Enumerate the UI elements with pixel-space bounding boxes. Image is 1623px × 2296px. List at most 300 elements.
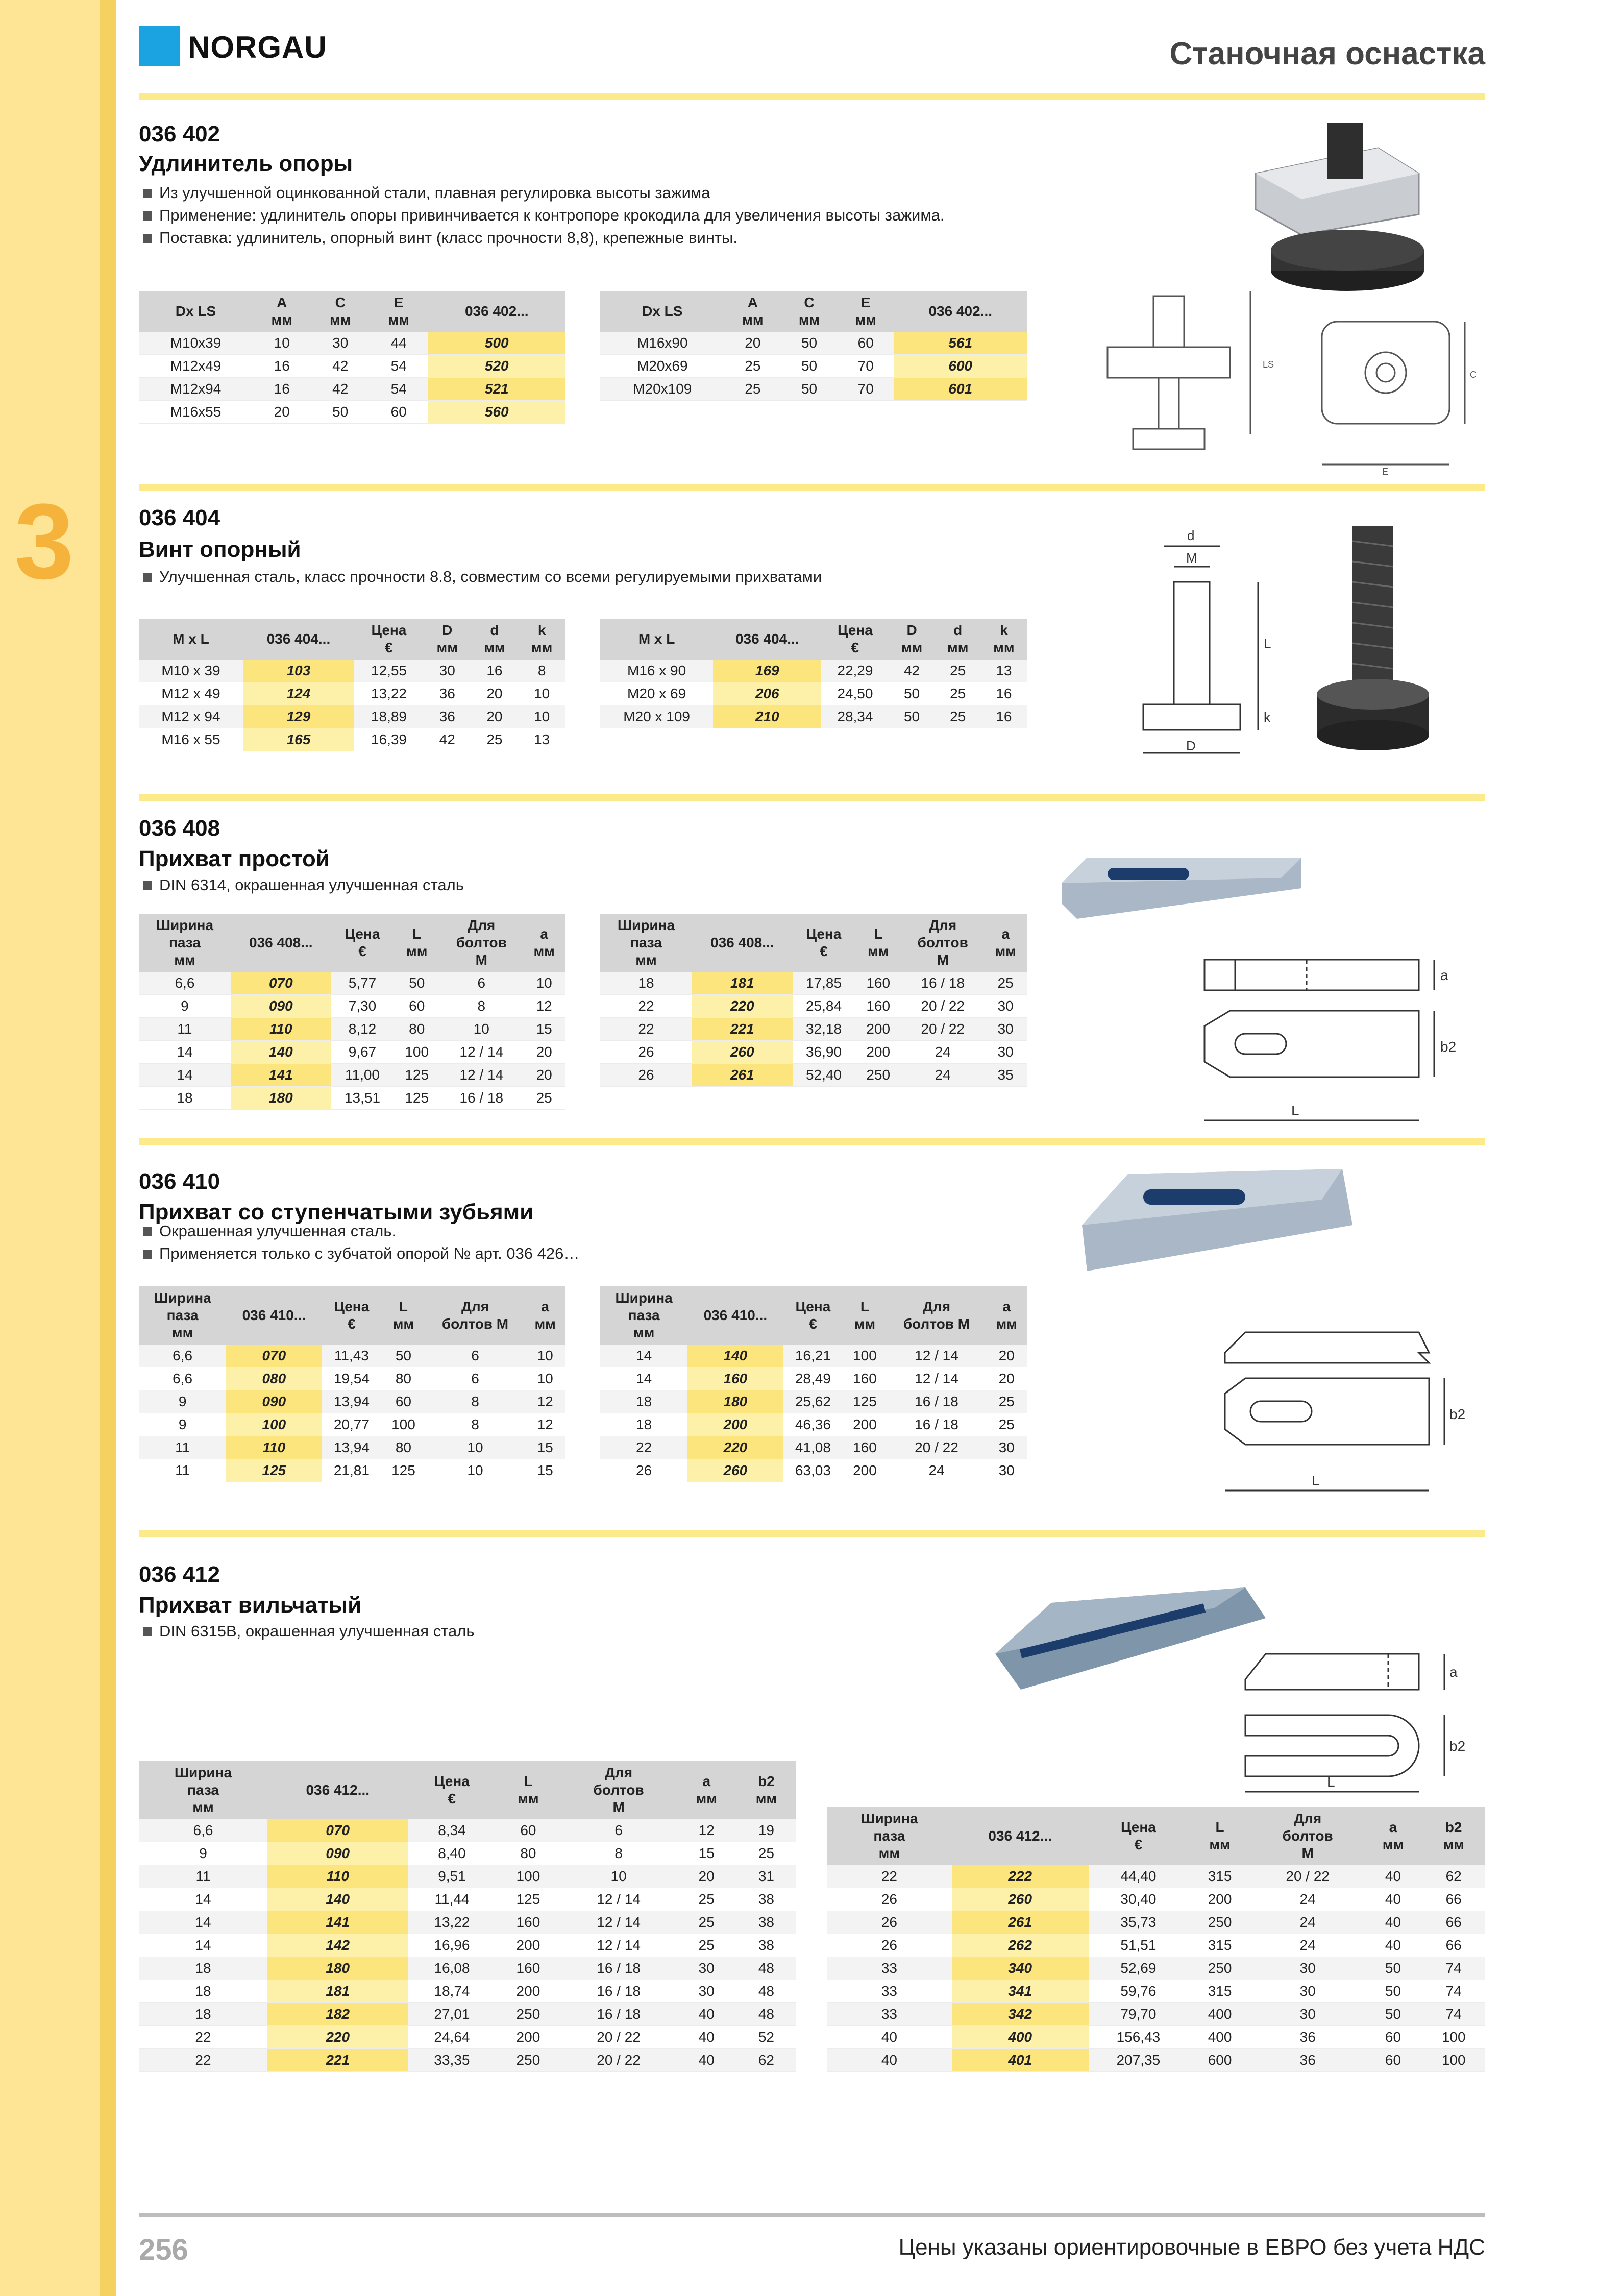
- article-number-cell: 090: [267, 1842, 408, 1865]
- table-cell: 30: [984, 995, 1027, 1018]
- dimension-label-D: D: [1186, 738, 1196, 753]
- table-cell: M12 x 94: [139, 705, 243, 728]
- table-cell: 100: [1422, 2026, 1485, 2049]
- table-row: [139, 2026, 796, 2049]
- bullet-item: Окрашенная улучшенная сталь.: [143, 1220, 579, 1242]
- column-header: 036 404...: [713, 619, 821, 660]
- table-cell: 25: [677, 1911, 736, 1934]
- table-cell: 25: [984, 972, 1027, 995]
- table-cell: 36,90: [793, 1041, 855, 1064]
- table-cell: 20 / 22: [561, 2049, 677, 2072]
- table-cell: 25: [677, 1934, 736, 1957]
- table-cell: 44: [370, 332, 428, 355]
- table-cell: 22: [600, 995, 692, 1018]
- table-cell: 59,76: [1089, 1980, 1189, 2003]
- table-cell: 200: [496, 1934, 560, 1957]
- simple-clamp-drawing: [1194, 949, 1465, 1143]
- table-cell: 13,94: [322, 1390, 382, 1413]
- table-cell: 40: [1364, 1934, 1422, 1957]
- table-cell: 11,43: [322, 1345, 382, 1367]
- table-cell: 16 / 18: [887, 1413, 987, 1436]
- table-row: [139, 1087, 565, 1110]
- table-cell: 52,40: [793, 1064, 855, 1087]
- table-cell: 6,6: [139, 972, 231, 995]
- table-cell: 160: [843, 1367, 887, 1390]
- table-row: [827, 1888, 1485, 1911]
- section-rule: [139, 1138, 1485, 1145]
- table-cell: 36: [1251, 2049, 1364, 2072]
- table-cell: 18,89: [354, 705, 424, 728]
- section-code: 036 412: [139, 1562, 220, 1587]
- table-cell: M12 x 49: [139, 682, 243, 705]
- column-header: 036 404...: [243, 619, 354, 660]
- dimension-label-b2: b2: [1449, 1738, 1466, 1754]
- article-number-cell: 142: [267, 1934, 408, 1957]
- table-cell: 27,01: [408, 2003, 496, 2026]
- table-cell: 100: [843, 1345, 887, 1367]
- table-cell: 11,44: [408, 1888, 496, 1911]
- table-cell: 14: [600, 1345, 687, 1367]
- table-cell: M10 x 39: [139, 660, 243, 682]
- table-row: [139, 1459, 565, 1482]
- table-cell: 600: [1188, 2049, 1251, 2072]
- article-number-cell: 210: [713, 705, 821, 728]
- table-cell: 20: [986, 1367, 1027, 1390]
- table-cell: 40: [1364, 1865, 1422, 1888]
- article-number-cell: 200: [687, 1413, 783, 1436]
- article-number-cell: 103: [243, 660, 354, 682]
- article-number-cell: 220: [267, 2026, 408, 2049]
- table-row: [600, 1064, 1027, 1087]
- table-cell: 79,70: [1089, 2003, 1189, 2026]
- table-cell: 60: [496, 1819, 560, 1842]
- table-cell: 8: [426, 1413, 525, 1436]
- column-header: Для болтов M: [887, 1286, 987, 1345]
- bullet-item: Поставка: удлинитель, опорный винт (класс прочности 8,8), крепежные винты.: [143, 227, 944, 249]
- table-cell: 11: [139, 1865, 267, 1888]
- table-cell: 125: [843, 1390, 887, 1413]
- dimension-label-b2: b2: [1440, 1039, 1457, 1055]
- table-cell: M16 x 55: [139, 728, 243, 751]
- table-cell: 18: [600, 1390, 687, 1413]
- article-number-cell: 220: [687, 1436, 783, 1459]
- column-header: 036 408...: [231, 914, 331, 972]
- table-row: [600, 995, 1027, 1018]
- table-cell: 9: [139, 1413, 226, 1436]
- table-row: [139, 1934, 796, 1957]
- dimension-label-m: M: [1186, 550, 1197, 566]
- table-cell: 42: [311, 355, 370, 378]
- table-cell: 400: [1188, 2003, 1251, 2026]
- table-cell: 50: [1364, 1980, 1422, 2003]
- table-row: [139, 1413, 565, 1436]
- table-cell: 16 / 18: [901, 972, 984, 995]
- column-header: L мм: [855, 914, 901, 972]
- table-row: [600, 332, 1027, 355]
- table-cell: 40: [677, 2003, 736, 2026]
- article-number-cell: 181: [692, 972, 793, 995]
- table-row: [600, 1345, 1027, 1367]
- table-cell: 14: [139, 1888, 267, 1911]
- table-cell: 22,29: [821, 660, 889, 682]
- column-header: a мм: [1364, 1807, 1422, 1865]
- price-table: [600, 291, 1027, 401]
- table-cell: 50: [1364, 1957, 1422, 1980]
- bullet-list: [143, 874, 464, 896]
- table-cell: 60: [381, 1390, 425, 1413]
- table-cell: 25: [677, 1888, 736, 1911]
- table-row: [139, 1064, 565, 1087]
- article-number-cell: 521: [428, 378, 565, 401]
- table-row: [139, 660, 565, 682]
- table-cell: 200: [496, 1980, 560, 2003]
- table-cell: 12: [525, 1413, 565, 1436]
- table-cell: 8,12: [331, 1018, 394, 1041]
- table-cell: 25: [986, 1413, 1027, 1436]
- table-row: [600, 355, 1027, 378]
- table-row: [139, 1980, 796, 2003]
- table-cell: 40: [677, 2026, 736, 2049]
- column-header: E мм: [838, 291, 894, 332]
- table-cell: M12x94: [139, 378, 253, 401]
- table-cell: 160: [496, 1911, 560, 1934]
- table-row: [600, 1413, 1027, 1436]
- table-cell: M16 x 90: [600, 660, 713, 682]
- table-cell: 250: [1188, 1911, 1251, 1934]
- table-cell: 63,03: [783, 1459, 843, 1482]
- brand-logo-icon: [139, 26, 180, 66]
- article-number-cell: 140: [267, 1888, 408, 1911]
- table-row: [139, 972, 565, 995]
- bullet-list: [143, 1620, 475, 1643]
- article-number-cell: 090: [231, 995, 331, 1018]
- article-number-cell: 140: [687, 1345, 783, 1367]
- table-row: [600, 1041, 1027, 1064]
- table-cell: 11,00: [331, 1064, 394, 1087]
- table-cell: 40: [677, 2049, 736, 2072]
- column-header: L мм: [496, 1761, 560, 1819]
- table-cell: 15: [525, 1459, 565, 1482]
- table-cell: 30: [984, 1018, 1027, 1041]
- column-header: L мм: [381, 1286, 425, 1345]
- table-cell: 60: [1364, 2026, 1422, 2049]
- table-cell: 28,34: [821, 705, 889, 728]
- column-header: Ширина паза мм: [139, 914, 231, 972]
- table-cell: 62: [1422, 1865, 1485, 1888]
- article-number-cell: 129: [243, 705, 354, 728]
- table-cell: 125: [394, 1087, 440, 1110]
- article-number-cell: 110: [226, 1436, 322, 1459]
- table-row: [827, 2003, 1485, 2026]
- table-cell: 11: [139, 1018, 231, 1041]
- table-cell: 6: [426, 1345, 525, 1367]
- article-number-cell: 180: [231, 1087, 331, 1110]
- column-header: Ширина паза мм: [600, 914, 692, 972]
- table-cell: 9,51: [408, 1865, 496, 1888]
- table-row: [600, 378, 1027, 401]
- table-cell: 26: [600, 1041, 692, 1064]
- brand-name: NORGAU: [188, 30, 327, 64]
- table-cell: 41,08: [783, 1436, 843, 1459]
- support-extender-drawing: [1097, 281, 1485, 485]
- table-cell: 100: [1422, 2049, 1485, 2072]
- article-number-cell: 400: [952, 2026, 1089, 2049]
- table-cell: 20 / 22: [901, 1018, 984, 1041]
- table-cell: 200: [496, 2026, 560, 2049]
- table-cell: 8,34: [408, 1819, 496, 1842]
- table-cell: 22: [139, 2026, 267, 2049]
- page-title: Станочная оснастка: [1169, 36, 1485, 71]
- column-header: a мм: [986, 1286, 1027, 1345]
- article-number-cell: 141: [231, 1064, 331, 1087]
- article-number-cell: 260: [952, 1888, 1089, 1911]
- column-header: L мм: [394, 914, 440, 972]
- table-cell: 9: [139, 995, 231, 1018]
- table-cell: 30: [986, 1459, 1027, 1482]
- table-cell: 25: [986, 1390, 1027, 1413]
- column-header: Ширина паза мм: [827, 1807, 952, 1865]
- table-cell: 30: [424, 660, 471, 682]
- section-rule: [139, 1530, 1485, 1537]
- table-cell: 50: [781, 355, 838, 378]
- table-cell: 25: [736, 1842, 796, 1865]
- table-cell: 30: [677, 1980, 736, 2003]
- table-row: [139, 332, 565, 355]
- table-cell: 42: [424, 728, 471, 751]
- article-number-cell: 221: [267, 2049, 408, 2072]
- table-row: [139, 1957, 796, 1980]
- table-cell: 12 / 14: [887, 1345, 987, 1367]
- table-cell: 16 / 18: [561, 1957, 677, 1980]
- table-cell: 16: [471, 660, 519, 682]
- table-cell: 74: [1422, 2003, 1485, 2026]
- table-cell: 12 / 14: [561, 1934, 677, 1957]
- article-number-cell: 500: [428, 332, 565, 355]
- dimension-label-l: L: [1327, 1774, 1335, 1790]
- table-row: [139, 1436, 565, 1459]
- table-cell: 52,69: [1089, 1957, 1189, 1980]
- column-header: D мм: [424, 619, 471, 660]
- article-number-cell: 600: [894, 355, 1027, 378]
- table-cell: 46,36: [783, 1413, 843, 1436]
- table-cell: 10: [426, 1459, 525, 1482]
- table-cell: 60: [838, 332, 894, 355]
- table-cell: 25,62: [783, 1390, 843, 1413]
- price-table: [139, 914, 565, 1110]
- column-header: a мм: [523, 914, 565, 972]
- table-row: [139, 401, 565, 424]
- article-number-cell: 261: [952, 1911, 1089, 1934]
- article-number-cell: 080: [226, 1367, 322, 1390]
- section-code: 036 410: [139, 1169, 220, 1194]
- table-cell: 13,22: [354, 682, 424, 705]
- table-cell: 30: [1251, 1980, 1364, 2003]
- table-cell: 13,51: [331, 1087, 394, 1110]
- table-cell: 24: [1251, 1911, 1364, 1934]
- table-header-row: [139, 619, 565, 660]
- table-cell: 160: [855, 995, 901, 1018]
- table-cell: 11: [139, 1436, 226, 1459]
- table-row: [600, 1436, 1027, 1459]
- table-row: [139, 1819, 796, 1842]
- column-header: L мм: [843, 1286, 887, 1345]
- table-cell: 22: [139, 2049, 267, 2072]
- table-cell: 250: [855, 1064, 901, 1087]
- table-cell: 50: [311, 401, 370, 424]
- table-cell: 50: [394, 972, 440, 995]
- price-table: [600, 619, 1027, 728]
- table-cell: 16: [253, 355, 311, 378]
- table-cell: 125: [496, 1888, 560, 1911]
- column-header: Цена €: [322, 1286, 382, 1345]
- table-header-row: [827, 1807, 1485, 1865]
- article-number-cell: 260: [692, 1041, 793, 1064]
- dimension-label-e: E: [1382, 467, 1389, 477]
- table-cell: 18: [139, 1957, 267, 1980]
- table-cell: 14: [139, 1934, 267, 1957]
- table-cell: 18: [139, 1980, 267, 2003]
- table-cell: M12x49: [139, 355, 253, 378]
- table-cell: 160: [855, 972, 901, 995]
- table-cell: 74: [1422, 1980, 1485, 2003]
- table-cell: 12 / 14: [440, 1064, 523, 1087]
- table-row: [827, 2026, 1485, 2049]
- table-cell: 10: [518, 705, 565, 728]
- table-cell: 7,30: [331, 995, 394, 1018]
- support-screw-photo: [1307, 526, 1460, 761]
- section-name: Винт опорный: [139, 537, 301, 562]
- table-cell: 40: [827, 2049, 952, 2072]
- table-cell: 200: [855, 1041, 901, 1064]
- table-cell: 40: [827, 2026, 952, 2049]
- column-header: Ширина паза мм: [139, 1286, 226, 1345]
- table-cell: 22: [600, 1436, 687, 1459]
- table-cell: 9: [139, 1390, 226, 1413]
- table-cell: 80: [496, 1842, 560, 1865]
- table-cell: 6: [440, 972, 523, 995]
- bullet-item: Применение: удлинитель опоры привинчивается к контропоре крокодила для увеличения высоты зажима.: [143, 204, 944, 227]
- column-header: A мм: [725, 291, 781, 332]
- table-cell: 20: [677, 1865, 736, 1888]
- table-cell: 54: [370, 355, 428, 378]
- table-row: [139, 355, 565, 378]
- column-header: Ширина паза мм: [600, 1286, 687, 1345]
- simple-clamp-photo: [1056, 847, 1312, 929]
- page-number: 256: [139, 2233, 188, 2266]
- column-header: b2 мм: [736, 1761, 796, 1819]
- table-cell: 12 / 14: [561, 1888, 677, 1911]
- column-header: A мм: [253, 291, 311, 332]
- bullet-item: DIN 6315B, окрашенная улучшенная сталь: [143, 1620, 475, 1643]
- table-header-row: [139, 1286, 565, 1345]
- table-cell: 100: [496, 1865, 560, 1888]
- table-header-row: [139, 1761, 796, 1819]
- footer-rule: [139, 2213, 1485, 2217]
- table-cell: 24,50: [821, 682, 889, 705]
- table-cell: 125: [394, 1064, 440, 1087]
- table-cell: 26: [827, 1911, 952, 1934]
- table-cell: 10: [561, 1865, 677, 1888]
- table-row: [600, 1018, 1027, 1041]
- price-table: [139, 1761, 796, 2072]
- table-cell: 50: [381, 1345, 425, 1367]
- table-cell: 25: [935, 682, 981, 705]
- table-row: [827, 1911, 1485, 1934]
- table-cell: 12 / 14: [440, 1041, 523, 1064]
- table-cell: 16: [981, 682, 1027, 705]
- table-cell: 10: [525, 1345, 565, 1367]
- column-header: Для болтов M: [901, 914, 984, 972]
- table-row: [600, 1459, 1027, 1482]
- table-cell: 200: [1188, 1888, 1251, 1911]
- table-cell: 9,67: [331, 1041, 394, 1064]
- column-header: 036 412...: [267, 1761, 408, 1819]
- table-cell: 60: [394, 995, 440, 1018]
- article-number-cell: 070: [267, 1819, 408, 1842]
- table-cell: 25: [523, 1087, 565, 1110]
- table-row: [139, 2003, 796, 2026]
- article-number-cell: 260: [687, 1459, 783, 1482]
- table-row: [827, 2049, 1485, 2072]
- table-cell: 250: [496, 2003, 560, 2026]
- table-cell: M16x90: [600, 332, 725, 355]
- table-cell: 80: [381, 1436, 425, 1459]
- table-cell: 25: [725, 355, 781, 378]
- dimension-label-l: L: [1291, 1103, 1299, 1118]
- table-cell: M20 x 69: [600, 682, 713, 705]
- article-number-cell: 560: [428, 401, 565, 424]
- table-cell: 10: [253, 332, 311, 355]
- article-number-cell: 140: [231, 1041, 331, 1064]
- table-row: [139, 1041, 565, 1064]
- table-cell: 8: [426, 1390, 525, 1413]
- article-number-cell: 110: [231, 1018, 331, 1041]
- table-row: [139, 1345, 565, 1367]
- table-cell: 36: [424, 705, 471, 728]
- dimension-label-a: a: [1440, 967, 1448, 983]
- table-row: [827, 1980, 1485, 2003]
- table-cell: 12 / 14: [887, 1367, 987, 1390]
- table-cell: 32,18: [793, 1018, 855, 1041]
- column-header: E мм: [370, 291, 428, 332]
- column-header: D мм: [889, 619, 935, 660]
- table-cell: 31: [736, 1865, 796, 1888]
- bullet-item: Улучшенная сталь, класс прочности 8.8, совместим со всеми регулируемыми прихватами: [143, 566, 822, 588]
- table-cell: M16x55: [139, 401, 253, 424]
- table-cell: 16 / 18: [561, 2003, 677, 2026]
- article-number-cell: 125: [226, 1459, 322, 1482]
- article-number-cell: 601: [894, 378, 1027, 401]
- table-cell: 50: [781, 332, 838, 355]
- article-number-cell: 180: [267, 1957, 408, 1980]
- article-number-cell: 220: [692, 995, 793, 1018]
- table-cell: 10: [523, 972, 565, 995]
- table-cell: 200: [855, 1018, 901, 1041]
- table-cell: 38: [736, 1888, 796, 1911]
- table-cell: 125: [381, 1459, 425, 1482]
- table-row: [139, 2049, 796, 2072]
- table-cell: 20: [523, 1041, 565, 1064]
- table-cell: 26: [600, 1064, 692, 1087]
- table-cell: 13: [518, 728, 565, 751]
- bullet-item: Из улучшенной оцинкованной стали, плавная регулировка высоты зажима: [143, 182, 944, 204]
- table-cell: 24: [1251, 1934, 1364, 1957]
- article-number-cell: 169: [713, 660, 821, 682]
- table-cell: 66: [1422, 1934, 1485, 1957]
- table-cell: 16 / 18: [887, 1390, 987, 1413]
- table-cell: 8: [440, 995, 523, 1018]
- section-code: 036 402: [139, 121, 220, 146]
